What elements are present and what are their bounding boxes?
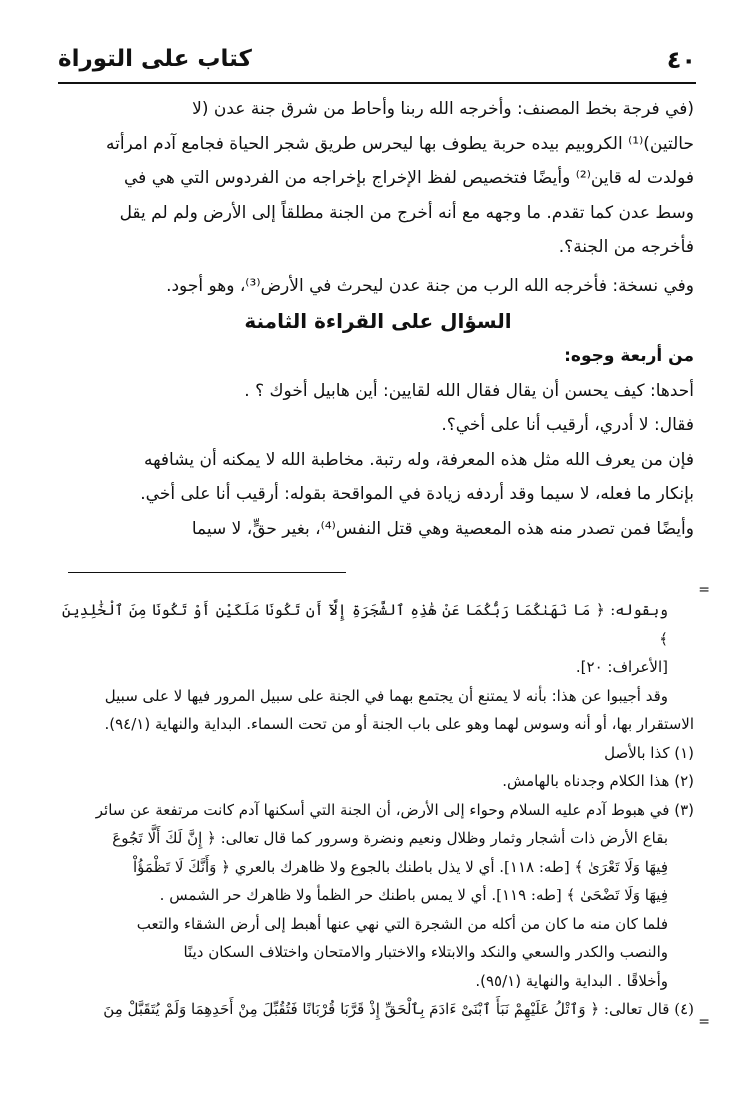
continuation-mark-top: = (698, 582, 710, 598)
body-line: وسط عدن كما تقدم. ما وجهه مع أنه أخرج من الجنة مطلقاً إلى الأرض ولم لم يقل (119, 202, 694, 223)
header-divider (58, 82, 696, 84)
footnote-line: فِيهَا وَلَا تَعْرَىٰ ﴾ [طه: ١١٨]. أي لا يذل باطنك بالجوع ولا ظاهرك بالعري ﴿ وَأَنَّكَ لَا تَظْمَؤُاْ (133, 857, 668, 876)
footnote-item: (٢) هذا الكلام وجدناه بالهامش. (502, 772, 694, 790)
body-line: أحدها: كيف يحسن أن يقال فقال الله لقايين: أين هابيل أخوك ؟ . (244, 380, 694, 401)
footnote-item: (٤) قال تعالى: ﴿ وَٱتْلُ عَلَيْهِمْ نَبَأَ ٱبْنَىْ ءَادَمَ بِٱلْحَقِّ إِذْ قَرَّبَا قُرْبَانًا فَتُقُبِّلَ مِنْ أَحَدِهِمَا وَلَمْ يُتَقَبَّلْ مِنَ (103, 1000, 694, 1018)
footnote-line: بقاع الأرض ذات أشجار وثمار وظلال ونعيم ونضرة وسرور كما قال تعالى: ﴿ إِنَّ لَكَ أَلَّا تَجُوعَ (112, 829, 668, 847)
footnote-line: والنصب والكدر والسعي والنكد والابتلاء والاختبار والامتحان واختلاف السكان دينًا (183, 943, 668, 961)
footnote-item: (٣) في هبوط آدم عليه السلام وحواء إلى الأرض، أن الجنة التي أسكنها آدم كانت مرتفعة عن سائر (95, 800, 694, 819)
footnote-line: فلما كان منه ما كان من أكله من الشجرة التي نهي عنها أهبط إلى أرض الشقاء والتعب (136, 914, 668, 933)
subheading: من أربعة وجوه: (564, 346, 694, 366)
main-text (62, 92, 694, 546)
footnote-divider (68, 572, 346, 573)
body-line: فأخرجه من الجنة؟. (558, 237, 694, 257)
footnote-line: فِيهَا وَلَا تَضْحَىٰ ﴾ [طه: ١١٩]. أي لا يمس باطنك حر الظمأ ولا ظاهرك حر الشمس . (159, 886, 668, 904)
footnote-line: وأخلاقًا . البداية والنهاية (٩٥/١). (475, 971, 668, 990)
footnote-item: (١) كذا بالأصل (604, 743, 694, 762)
footnote-line: وبقوله: ﴿ مَا نَهَىٰكُمَا رَبُّكُمَا عَنْ هَٰذِهِ ٱلشَّجَرَةِ إِلَّآ أَن تَكُونَا مَلَكَيْنِ أَوْ تَكُونَا مِنَ ٱلْخَٰلِدِينَ ﴾ (62, 601, 668, 648)
running-title: كتاب على التوراة (58, 46, 252, 72)
footnote-line: [الأعراف: ٢٠]. (575, 658, 668, 676)
page-number: ٤٠ (666, 46, 696, 74)
page-header (58, 38, 696, 78)
footnote-line: وقد أجيبوا عن هذا: بأنه لا يمتنع أن يجتمع بهما في الجنة على سبيل المرور فيها لا على سبيل (104, 686, 668, 705)
continuation-mark-bottom: = (698, 1014, 710, 1030)
body-line: بإنكار ما فعله، لا سيما وقد أردفه زيادة في المواقحة بقوله: أرقيب أنا على أخي. (140, 484, 694, 504)
body-line: فقال: لا أدري، أرقيب أنا على أخي؟. (441, 415, 694, 435)
body-line: (في فرجة بخط المصنف: وأخرجه الله ربنا وأحاط من شرق جنة عدن (لا (192, 99, 694, 119)
body-line: فإن من يعرف الله مثل هذه المعرفة، وله رتبة. مخاطبة الله لا يمكنه أن يشافهه (143, 449, 694, 470)
footnote-line: الاستقرار بها، أو أنه وسوس لهما وهو على باب الجنة أو من تحت السماء. البداية والنهاية (٩٤/١). (104, 715, 694, 733)
body-line: فولدت له قاين⁽²⁾ وأيضًا فتخصيص لفظ الإخراج بإخراجه من الفردوس التي هي في (124, 168, 694, 188)
body-line: وأيضًا فمن تصدر منه هذه المعصية وهي قتل النفس⁽⁴⁾، بغير حقٍّ، لا سيما (191, 518, 694, 539)
body-line: حالتين)⁽¹⁾ الكروبيم بيده حربة يطوف بها ليحرس طريق شجر الحياة فجامع آدم امرأته (105, 133, 694, 154)
footnotes (62, 596, 694, 1024)
section-heading: السؤال على القراءة الثامنة (244, 309, 512, 333)
body-line: وفي نسخة: فأخرجه الله الرب من جنة عدن ليحرث في الأرض⁽³⁾، وهو أجود. (166, 275, 694, 296)
